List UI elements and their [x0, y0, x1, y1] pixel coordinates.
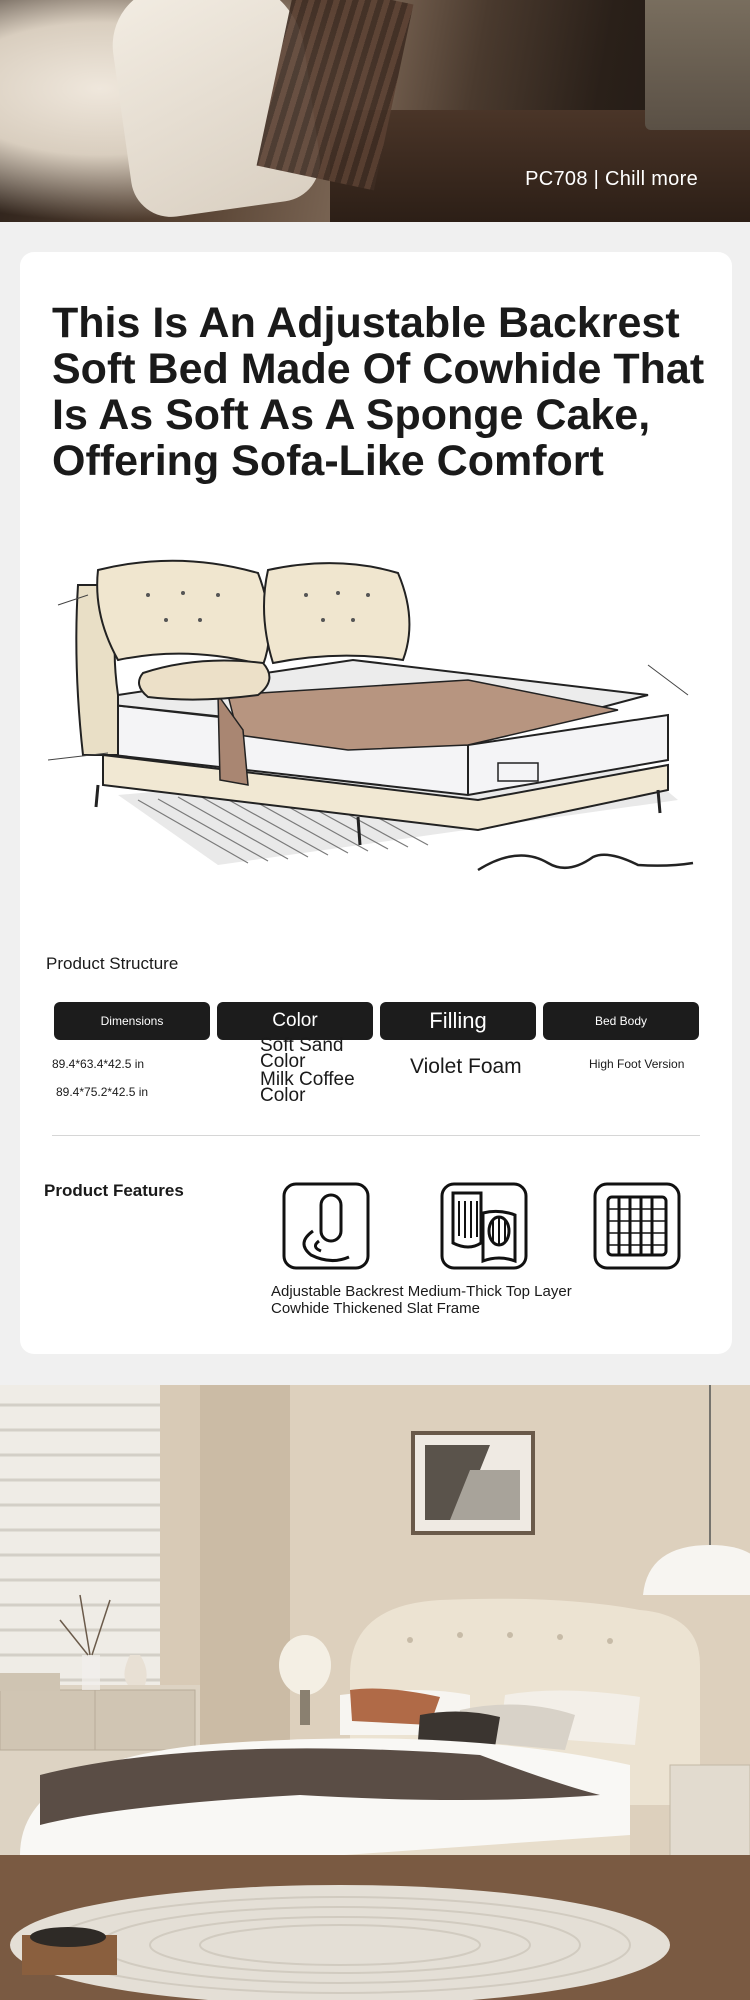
color-value: Milk Coffee Color [260, 1069, 355, 1106]
product-headline: This Is An Adjustable Backrest Soft Bed Made Of Cowhide That Is As Soft As A Sponge Cake, Offering Sofa-Like Comfort [52, 299, 705, 485]
filling-value: Violet Foam [410, 1055, 522, 1078]
hero-lifestyle-photo [0, 0, 750, 222]
bedroom-lifestyle-photo [0, 1385, 750, 2000]
top-layer-roll-icon [439, 1181, 529, 1271]
caption-separator: | [593, 168, 600, 190]
filling-header: Filling [380, 1002, 536, 1040]
model-code: PC708 [525, 168, 588, 190]
features-text-line-2: Cowhide Thickened Slat Frame [271, 1300, 480, 1317]
section-divider [52, 1135, 700, 1136]
dimensions-header: Dimensions [54, 1002, 210, 1040]
bed-body-header: Bed Body [543, 1002, 699, 1040]
slat-frame-icon [592, 1181, 682, 1271]
dimension-value: 89.4*63.4*42.5 in [52, 1057, 145, 1071]
product-structure-title: Product Structure [46, 954, 179, 973]
slogan: Chill more [604, 168, 698, 190]
bed-body-value: High Foot Version [589, 1057, 685, 1071]
color-value: Soft Sand Color [260, 1035, 344, 1072]
features-text-line-1: Adjustable Backrest Medium-Thick Top Layer [271, 1283, 572, 1300]
hero-caption [525, 168, 698, 191]
bed-sketch-illustration [48, 545, 718, 930]
color-header: Color [217, 1002, 373, 1040]
adjustable-backrest-icon [281, 1181, 371, 1271]
dimension-value: 89.4*75.2*42.5 in [56, 1085, 149, 1099]
product-features-title: Product Features [44, 1181, 184, 1200]
hero-nightstand [645, 0, 750, 130]
